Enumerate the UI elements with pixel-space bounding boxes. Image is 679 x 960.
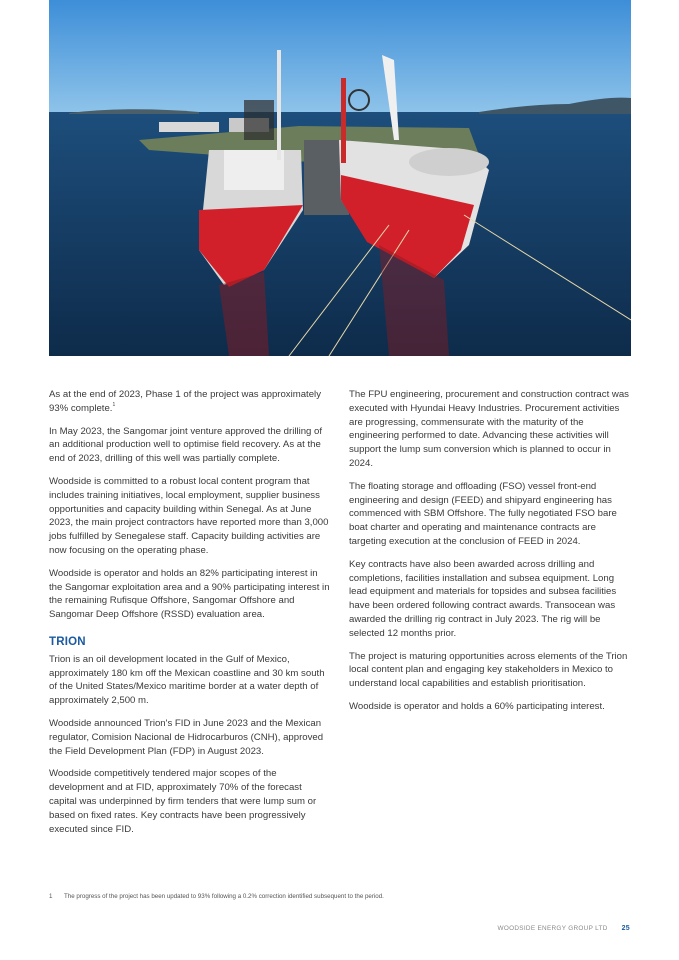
page-number: 25 (621, 925, 630, 932)
paragraph: The FPU engineering, procurement and construction contract was executed with Hyundai Heavy Industries. Procurement activities are progressing, commensurate with the maturity of the engineering performed to date. Advancing these activities will support the lump sum conversion which is planned to occur in 2024. (349, 389, 629, 469)
paragraph: Woodside is operator and holds an 82% participating interest in the Sangomar exploitation area and a 90% participating interest in the remaining Rufisque Offshore, Sangomar Offshore and Sangomar Deep Offshore (RSSD) evaluation area. (49, 567, 330, 621)
paragraph-text: As at the end of 2023, Phase 1 of the project was approximately 93% complete. (49, 389, 321, 414)
paragraph: The floating storage and offloading (FSO) vessel front-end engineering and design (FEED) and shipyard engineering has commenced with SBM Offshore. The fully negotiated FSO bare boat charter and operating and maintenance contracts are targeting execution at the conclusion of FEED in 2024. (349, 480, 617, 547)
paragraph: Woodside is committed to a robust local content program that includes training initiatives, local employment, supplier business opportunities and capacity building within Senegal. As at June 2023, the main project contractors have reported more than 3,000 jobs fulfilled by Senegalese staff. Capacity building activities are now focusing on the operating phase. (49, 475, 329, 556)
paragraph (49, 388, 331, 416)
page-footer (497, 925, 630, 932)
paragraph: Woodside announced Trion's FID in June 2023 and the Mexican regulator, Comision Nacional de Hidrocarburos (CNH), approved the Field Development Plan (FDP) in August 2023. (49, 717, 324, 757)
paragraph: Trion is an oil development located in the Gulf of Mexico, approximately 180 km off the Mexican coastline and 30 km south of the United States/Mexico maritime border at a water depth of approximately 2,500 m. (49, 653, 325, 707)
footnote-number: 1 (49, 893, 53, 900)
paragraph: Woodside competitively tendered major scopes of the development and at FID, approximately 70% of the forecast capital was underpinned by firm tenders that were lump sum or based on fixed rates. Key contracts have been progressively executed since FID. (49, 768, 317, 835)
ships-photo-icon (49, 0, 631, 356)
paragraph: In May 2023, the Sangomar joint venture approved the drilling of an additional production well to optimise field recovery. As at the end of 2023, drilling of this well was partially complete. (49, 425, 323, 465)
paragraph: The project is maturing opportunities across elements of the Trion local content plan and engaging key stakeholders in Mexico to understand local capabilities and establish prioritisation. (349, 650, 628, 690)
footnote-text: The progress of the project has been updated to 93% following a 0.2% correction identified subsequent to the period. (64, 893, 384, 900)
right-column (349, 388, 631, 723)
footnote (49, 893, 629, 900)
paragraph: Key contracts have also been awarded across drilling and completions, facilities installation and subsea equipment. Long lead equipment and materials for topsides and subsea facilities have been ordered following contract awards. Transocean was awarded the drilling rig contract in July 2023. The rig will be selected 12 months prior. (349, 558, 617, 639)
section-heading-trion: TRION (49, 635, 86, 648)
footer-company: WOODSIDE ENERGY GROUP LTD (497, 925, 608, 932)
paragraph: Woodside is operator and holds a 60% participating interest. (349, 700, 605, 712)
footnote-ref[interactable]: 1 (112, 401, 116, 408)
ships-photo (49, 0, 631, 356)
left-column (49, 388, 331, 845)
